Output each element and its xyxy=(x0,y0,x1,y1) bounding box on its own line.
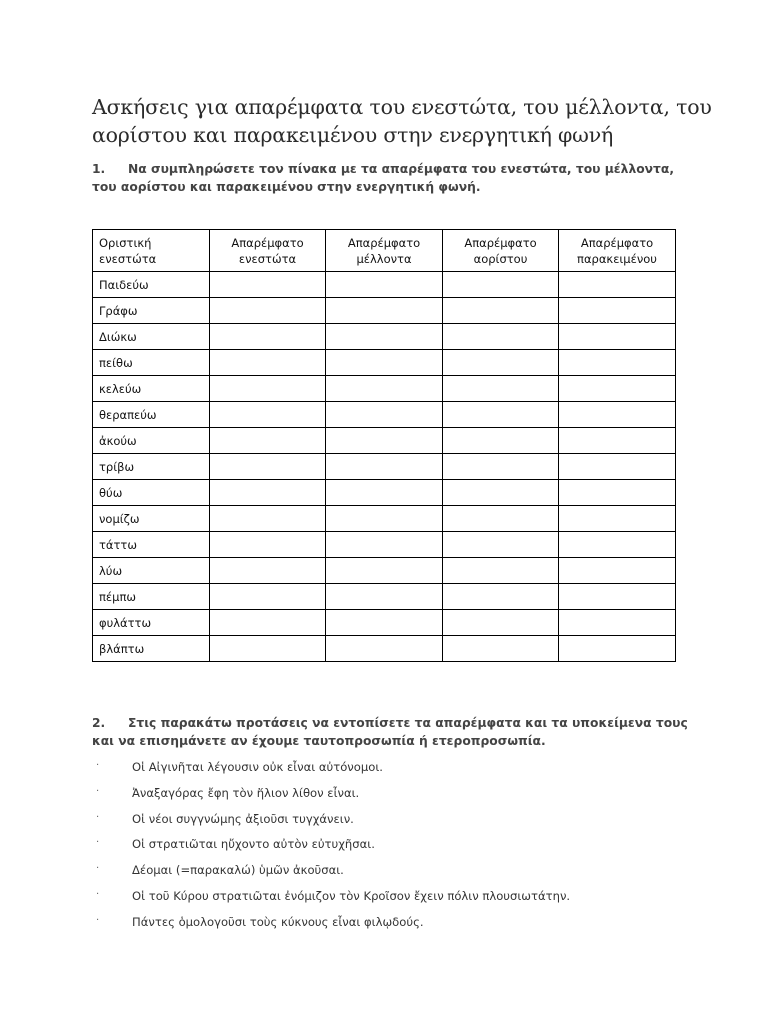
answer-cell[interactable] xyxy=(210,350,326,376)
verb-cell: πείθω xyxy=(93,350,210,376)
header-infinitive-future: Απαρέμφατο μέλλοντα xyxy=(326,230,443,272)
answer-cell[interactable] xyxy=(326,610,443,636)
question-1 xyxy=(92,160,692,196)
answer-cell[interactable] xyxy=(326,298,443,324)
table-row xyxy=(93,506,676,532)
question-2-number: 2. xyxy=(92,716,106,730)
answer-cell[interactable] xyxy=(210,480,326,506)
verb-cell: τάττω xyxy=(93,532,210,558)
answer-cell[interactable] xyxy=(559,428,676,454)
table-row xyxy=(93,402,676,428)
verb-cell: ἀκούω xyxy=(93,428,210,454)
table-header-row xyxy=(93,230,676,272)
bullet-icon: · xyxy=(96,914,100,926)
answer-cell[interactable] xyxy=(559,506,676,532)
table-row xyxy=(93,610,676,636)
answer-cell[interactable] xyxy=(326,376,443,402)
answer-cell[interactable] xyxy=(443,584,559,610)
answer-cell[interactable] xyxy=(559,480,676,506)
answer-cell[interactable] xyxy=(559,272,676,298)
table-row xyxy=(93,636,676,662)
answer-cell[interactable] xyxy=(210,506,326,532)
sentence-item xyxy=(92,887,712,913)
infinitives-table xyxy=(92,229,676,662)
question-2-text: Στις παρακάτω προτάσεις να εντοπίσετε τα απαρέμφατα και τα υποκείμενα τους και να επισημάνετε αν έχουμε ταυτοπροσωπία ή ετεροπροσωπία. xyxy=(92,716,688,748)
sentence-item xyxy=(92,861,712,887)
answer-cell[interactable] xyxy=(443,428,559,454)
answer-cell[interactable] xyxy=(326,558,443,584)
verb-cell: νομίζω xyxy=(93,506,210,532)
verb-cell: τρίβω xyxy=(93,454,210,480)
answer-cell[interactable] xyxy=(559,610,676,636)
table-row xyxy=(93,558,676,584)
page-title: Ασκήσεις για απαρέμφατα του ενεστώτα, του μέλλοντα, του αορίστου και παρακειμένου στην ενεργητική φωνή xyxy=(92,95,712,147)
table-row xyxy=(93,584,676,610)
answer-cell[interactable] xyxy=(443,272,559,298)
answer-cell[interactable] xyxy=(210,584,326,610)
sentence-text: Πάντες ὁμολογοῦσι τοὺς κύκνους εἶναι φιλῳδούς. xyxy=(132,914,424,929)
table-row xyxy=(93,324,676,350)
answer-cell[interactable] xyxy=(443,324,559,350)
answer-cell[interactable] xyxy=(326,636,443,662)
table-row xyxy=(93,272,676,298)
answer-cell[interactable] xyxy=(210,402,326,428)
answer-cell[interactable] xyxy=(443,376,559,402)
header-indicative-present: Οριστική ενεστώτα xyxy=(93,230,210,272)
answer-cell[interactable] xyxy=(326,532,443,558)
bullet-icon: · xyxy=(96,888,100,900)
table-row xyxy=(93,454,676,480)
answer-cell[interactable] xyxy=(443,480,559,506)
table-row xyxy=(93,480,676,506)
answer-cell[interactable] xyxy=(443,558,559,584)
verb-cell: κελεύω xyxy=(93,376,210,402)
verb-cell: πέμπω xyxy=(93,584,210,610)
answer-cell[interactable] xyxy=(326,402,443,428)
verb-cell: Διώκω xyxy=(93,324,210,350)
verb-cell: βλάπτω xyxy=(93,636,210,662)
answer-cell[interactable] xyxy=(210,324,326,350)
sentence-text: Δέομαι (=παρακαλώ) ὑμῶν ἀκοῦσαι. xyxy=(132,863,344,878)
answer-cell[interactable] xyxy=(210,558,326,584)
bullet-icon: · xyxy=(96,760,100,771)
answer-cell[interactable] xyxy=(210,610,326,636)
verb-cell: Γράφω xyxy=(93,298,210,324)
answer-cell[interactable] xyxy=(210,376,326,402)
answer-cell[interactable] xyxy=(443,350,559,376)
table-row xyxy=(93,350,676,376)
verb-cell: λύω xyxy=(93,558,210,584)
answer-cell[interactable] xyxy=(326,584,443,610)
header-infinitive-perfect: Απαρέμφατο παρακειμένου xyxy=(559,230,676,272)
question-1-text: Να συμπληρώσετε τον πίνακα με τα απαρέμφατα του ενεστώτα, του μέλλοντα, του αορίστου και παρακειμένου στην ενεργητική φωνή. xyxy=(92,162,675,194)
answer-cell[interactable] xyxy=(559,558,676,584)
answer-cell[interactable] xyxy=(326,506,443,532)
answer-cell[interactable] xyxy=(559,454,676,480)
question-2 xyxy=(92,714,692,750)
answer-cell[interactable] xyxy=(326,428,443,454)
sentence-list xyxy=(92,758,712,939)
header-infinitive-aorist: Απαρέμφατο αορίστου xyxy=(443,230,559,272)
header-infinitive-present: Απαρέμφατο ενεστώτα xyxy=(210,230,326,272)
verb-cell: θεραπεύω xyxy=(93,402,210,428)
table-row xyxy=(93,532,676,558)
sentence-text: Ἀναξαγόρας ἔφη τὸν ἥλιον λίθον εἶναι. xyxy=(132,785,360,800)
table-row xyxy=(93,376,676,402)
bullet-icon: · xyxy=(96,863,100,875)
answer-cell[interactable] xyxy=(559,532,676,558)
answer-cell[interactable] xyxy=(210,532,326,558)
table-row xyxy=(93,298,676,324)
sentence-item xyxy=(92,758,712,784)
answer-cell[interactable] xyxy=(443,402,559,428)
sentence-text: Οἱ στρατιῶται ηὔχοντο αὐτὸν εὐτυχῆσαι. xyxy=(132,837,375,852)
answer-cell[interactable] xyxy=(210,298,326,324)
answer-cell[interactable] xyxy=(210,636,326,662)
answer-cell[interactable] xyxy=(559,402,676,428)
answer-cell[interactable] xyxy=(443,454,559,480)
verb-cell: φυλάττω xyxy=(93,610,210,636)
answer-cell[interactable] xyxy=(559,584,676,610)
verb-cell: θύω xyxy=(93,480,210,506)
verb-cell: Παιδεύω xyxy=(93,272,210,298)
bullet-icon: · xyxy=(96,811,100,823)
answer-cell[interactable] xyxy=(443,636,559,662)
answer-cell[interactable] xyxy=(559,350,676,376)
table-row xyxy=(93,428,676,454)
answer-cell[interactable] xyxy=(443,506,559,532)
answer-cell[interactable] xyxy=(559,298,676,324)
sentence-item xyxy=(92,784,712,810)
answer-cell[interactable] xyxy=(559,324,676,350)
answer-cell[interactable] xyxy=(210,428,326,454)
answer-cell[interactable] xyxy=(326,454,443,480)
sentence-item xyxy=(92,913,712,939)
answer-cell[interactable] xyxy=(443,298,559,324)
answer-cell[interactable] xyxy=(559,376,676,402)
sentence-text: Οἱ τοῦ Κύρου στρατιῶται ἐνόμιζον τὸν Κροῖσον ἔχειν πόλιν πλουσιωτάτην. xyxy=(132,888,571,903)
answer-cell[interactable] xyxy=(210,454,326,480)
question-1-number: 1. xyxy=(92,162,106,176)
answer-cell[interactable] xyxy=(443,532,559,558)
bullet-icon: · xyxy=(96,785,100,797)
answer-cell[interactable] xyxy=(326,324,443,350)
sentence-item xyxy=(92,835,712,861)
sentence-text: Οἱ νέοι συγγνώμης ἀξιοῦσι τυγχάνειν. xyxy=(132,811,354,826)
answer-cell[interactable] xyxy=(326,480,443,506)
answer-cell[interactable] xyxy=(210,272,326,298)
sentence-item xyxy=(92,810,712,836)
sentence-text: Οἱ Αἰγινῆται λέγουσιν οὐκ εἶναι αὐτόνομοι. xyxy=(132,760,383,774)
bullet-icon: · xyxy=(96,837,100,849)
answer-cell[interactable] xyxy=(326,272,443,298)
answer-cell[interactable] xyxy=(559,636,676,662)
answer-cell[interactable] xyxy=(443,610,559,636)
answer-cell[interactable] xyxy=(326,350,443,376)
